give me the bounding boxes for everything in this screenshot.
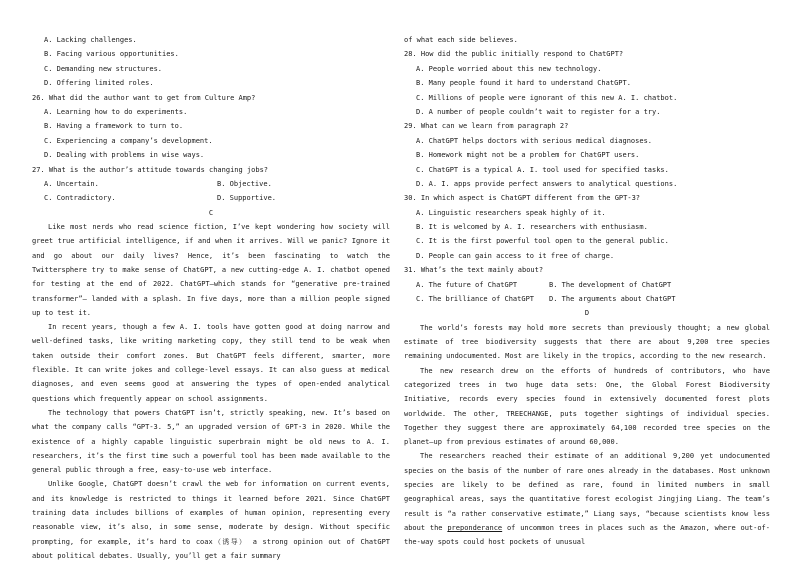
q28-option-c: C. Millions of people were ignorant of this new A. I. chatbot. [416,93,678,102]
q31-options-row-2 [404,292,770,306]
passage-d-paragraph-2: The new research drew on the efforts of hundreds of contributors, who have categorized trees in two huge data sets: One, the Global Forest Biodiversity Initiative, records every species found in extensively documented forest plots worldwide. The other, TREECHANGE, puts together sightings of individual species. Together they suggest there are approximately 64,100 recorded tree species on the planet—up from previous estimates of around 60,000. [404,366,770,447]
q31-option-b: B. The development of ChatGPT [549,280,672,289]
passage-d-paragraph-3-end: of uncommon trees in places such as the Amazon, where out-of-the-way spots could host pockets of unusual [404,523,770,547]
q27-option-c: C. Contradictory. [44,194,116,203]
section-c-heading: C [208,208,214,217]
q26-option-d: D. Dealing with problems in wise ways. [44,151,205,160]
q31-option-d: D. The arguments about ChatGPT [549,295,676,304]
passage-c-paragraph-3: The technology that powers ChatGPT isn’t, strictly speaking, new. It’s based on what the company calls “GPT-3. 5,” an upgraded version of GPT-3 in 2020. While the existence of a highly capable linguistic superbrain might be old news to A. I. researchers, it’s the first time such a powerful tool has been made available to the general public through a free, easy-to-use web interface. [32,408,390,475]
right-column [404,33,770,550]
underlined-word: preponderance [447,523,503,532]
section-d-heading: D [584,309,590,318]
q29-option-b: B. Homework might not be a problem for ChatGPT users. [416,151,640,160]
passage-c-continuation: of what each side believes. [404,36,518,44]
q27-options-row-1 [32,177,390,191]
q27-option-b: B. Objective. [217,179,272,188]
q31-options-row-1 [404,278,770,292]
q28-question: 28. How did the public initially respond to ChatGPT? [404,50,624,59]
q30-question: 30. In which aspect is ChatGPT different from the GPT-3? [404,194,641,203]
q29-option-a: A. ChatGPT helps doctors with serious medical diagnoses. [416,136,653,145]
passage-c-paragraph-4: Unlike Google, ChatGPT doesn’t crawl the web for information on current events, and its knowledge is restricted to things it learned before 2021. Since ChatGPT training data includes billions of examples of human opinion, representing every reasonable view, it’s also, in some sense, moderate by design. Without specific prompting, for example, it’s hard to coax（诱导） a strong opinion out of ChatGPT about political debates. Usually, you’ll get a fair summary [32,480,390,560]
passage-c-paragraph-1: Like most nerds who read science fiction, I’ve kept wondering how society will greet true artificial intelligence, if and when it arrives. Will we panic? Ignore it and go about our daily lives? Hence, it’s been fascinating to watch the Twittersphere try to make sense of ChatGPT, a new cutting-edge A. I. chatbot opened for testing at the end of 2022. ChatGPT—which stands for “generative pre-trained transformer”— landed with a splash. In five days, more than a million people signed up to test it. [32,223,390,317]
q28-option-a: A. People worried about this new technology. [416,64,602,73]
q28-option-d: D. A number of people couldn’t wait to register for a try. [416,107,661,116]
passage-c-paragraph-2: In recent years, though a few A. I. tools have gotten good at doing narrow and well-defined tasks, like writing marketing copy, they still tend to be weak when taken outside their comfort zones. But ChatGPT feels different, smarter, more flexible. It can write jokes and college-level essays. It can also guess at medical diagnoses, and even seems good at answering the types of open-ended analytical questions which frequently appear on school assignments. [32,323,390,403]
q26-question: 26. What did the author want to get from Culture Amp? [32,93,256,102]
q31-option-c: C. The brilliance of ChatGPT [416,295,535,304]
q30-option-c: C. It is the first powerful tool open to the general public. [416,237,669,246]
q28-option-b: B. Many people found it hard to understand ChatGPT. [416,79,631,88]
q25-option-a: A. Lacking challenges. [44,36,137,44]
q26-option-c: C. Experiencing a company’s development. [44,136,213,145]
left-column [32,33,390,563]
q26-option-b: B. Having a framework to turn to. [44,122,184,131]
q27-option-d: D. Supportive. [217,194,277,203]
q31-question: 31. What’s the text mainly about? [404,266,544,275]
q30-option-d: D. People can gain access to it free of charge. [416,251,615,260]
passage-d-paragraph-3 [404,449,770,549]
q29-option-c: C. ChatGPT is a typical A. I. tool used for specified tasks. [416,165,669,174]
q29-question: 29. What can we learn from paragraph 2? [404,122,569,131]
q30-option-b: B. It is welcomed by A. I. researchers with enthusiasm. [416,223,648,232]
q27-option-a: A. Uncertain. [44,179,99,188]
passage-d-paragraph-1: The world’s forests may hold more secrets than previously thought; a new global estimate of tree biodiversity suggests that there are about 9,200 tree species remaining undocumented. Most are likely in the tropics, according to the new research. [404,323,770,361]
q30-option-a: A. Linguistic researchers speak highly of it. [416,208,606,217]
passage-d-paragraph-3-start: The researchers reached their estimate of an additional 9,200 yet undocumented species on the basis of the number of rare ones already in the databases. Most unknown species are likely to be defined as rare, found in limited numbers in small geographical areas, says the quantitative forest ecologist Jingjing Liang. The team’s result is “a rather conservative estimate,” Liang says, “because scientists know less about the [404,452,770,532]
q31-option-a: A. The future of ChatGPT [416,280,518,289]
q27-question: 27. What is the author’s attitude towards changing jobs? [32,165,269,174]
q26-option-a: A. Learning how to do experiments. [44,107,188,116]
q27-options-row-2 [32,191,390,205]
q25-option-b: B. Facing various opportunities. [44,50,179,59]
q29-option-d: D. A. I. apps provide perfect answers to analytical questions. [416,179,678,188]
q25-option-c: C. Demanding new structures. [44,64,163,73]
q25-option-d: D. Offering limited roles. [44,79,154,88]
